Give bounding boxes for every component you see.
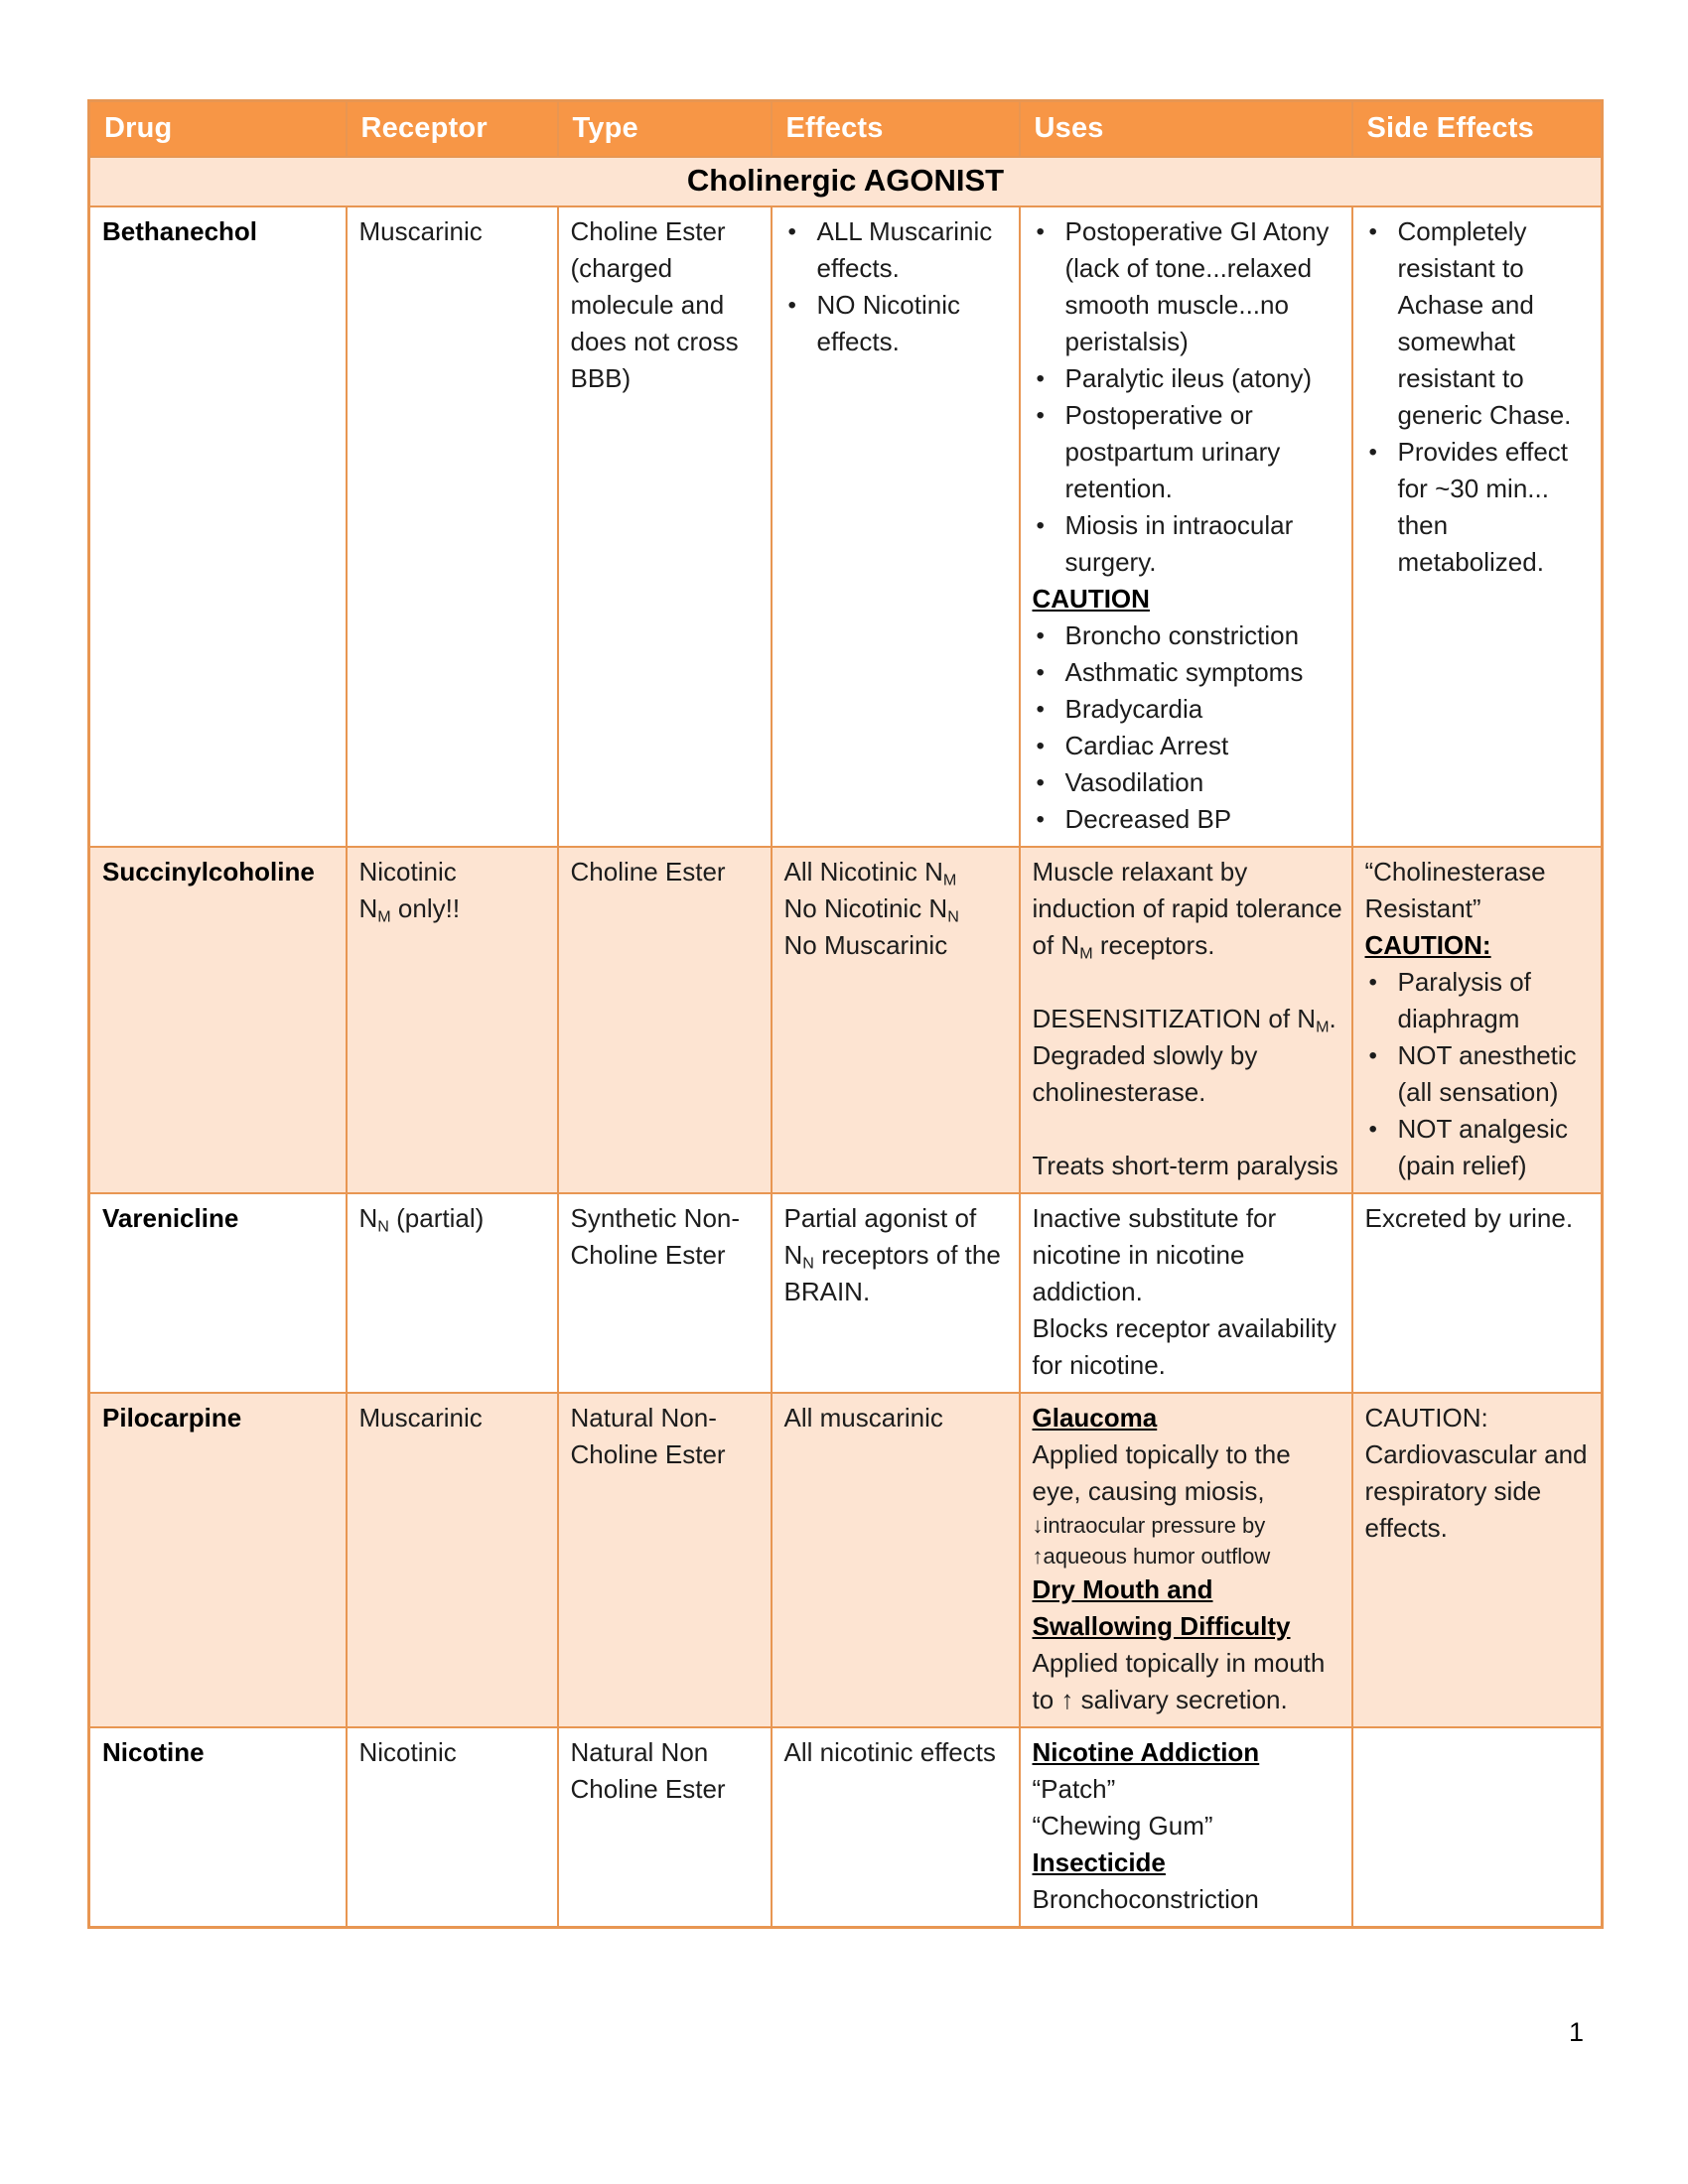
- subscript: N: [377, 1217, 389, 1235]
- bullet-marker: •: [1036, 621, 1045, 649]
- cell-pilocarpine-drug: [89, 1393, 347, 1727]
- bullet-text: ALL Muscarinic effects.: [816, 215, 993, 283]
- bullet-item: [1365, 1037, 1594, 1111]
- cell-bethanechol-receptor: [347, 206, 558, 847]
- column-header-type: Type: [558, 101, 772, 157]
- bullet-item: [1365, 213, 1594, 434]
- table-row-nicotine: [89, 1727, 1603, 1928]
- cell-nicotine-side_effects: [1352, 1727, 1603, 1928]
- text-line: Blocks receptor availability for nicotine.: [1032, 1312, 1336, 1380]
- bullet-item: [1365, 434, 1594, 581]
- cell-pilocarpine-uses: [1020, 1393, 1352, 1727]
- text-line: $N_N$ (partial): [358, 1202, 485, 1235]
- text-line: Nicotinic: [358, 856, 457, 887]
- bullet-marker: •: [1368, 1041, 1377, 1069]
- subscript: N: [947, 907, 959, 925]
- heading-line: Nicotine Addiction: [1032, 1736, 1260, 1767]
- bullet-marker: •: [1036, 732, 1045, 759]
- bullet-text: Broncho constriction: [1064, 619, 1300, 650]
- bullet-marker: •: [1036, 695, 1045, 723]
- bullet-text: Postoperative or postpartum urinary retention.: [1064, 399, 1281, 503]
- table-row-succinylcoholine: [89, 847, 1603, 1193]
- cell-pilocarpine-type: [558, 1393, 772, 1727]
- column-header-effects: Effects: [772, 101, 1020, 157]
- section-row: [89, 157, 1603, 206]
- text-line: CAUTION:: [1364, 1402, 1488, 1433]
- table-row-pilocarpine: [89, 1393, 1603, 1727]
- text-line: Natural Non-Choline Ester: [570, 1402, 726, 1469]
- bullet-item: [1033, 507, 1343, 581]
- text-line: All nicotinic effects: [783, 1736, 996, 1767]
- bullet-marker: •: [1036, 217, 1045, 245]
- bullet-text: Postoperative GI Atony (lack of tone...relaxed smooth muscle...no peristalsis): [1064, 215, 1330, 356]
- table-row-bethanechol: [89, 206, 1603, 847]
- text-line: ↓intraocular pressure by ↑aqueous humor outflow: [1032, 1512, 1271, 1569]
- bullet-marker: •: [787, 217, 796, 245]
- bullet-text: NO Nicotinic effects.: [816, 289, 960, 356]
- text-line: Nicotinic: [358, 1736, 457, 1767]
- cell-varenicline-drug: [89, 1193, 347, 1393]
- text-line: Excreted by urine.: [1364, 1202, 1574, 1233]
- bullet-item: [1033, 691, 1343, 728]
- bullet-text: NOT analgesic (pain relief): [1397, 1113, 1568, 1180]
- section-title: Cholinergic AGONIST: [89, 157, 1603, 206]
- cell-varenicline-side_effects: [1352, 1193, 1603, 1393]
- text-line: “Cholinesterase Resistant”: [1364, 856, 1546, 923]
- bullet-text: Bradycardia: [1064, 693, 1203, 724]
- bullet-item: [1033, 617, 1343, 654]
- cell-pilocarpine-receptor: [347, 1393, 558, 1727]
- text-line: All Nicotinic $N_M$: [783, 856, 957, 888]
- text-line: Synthetic Non-Choline Ester: [570, 1202, 741, 1270]
- drug-name: Bethanechol: [102, 215, 258, 246]
- bullet-marker: •: [1368, 217, 1377, 245]
- bullet-text: Vasodilation: [1064, 766, 1204, 797]
- bullet-item: [784, 213, 1011, 287]
- text-line: Applied topically in mouth to ↑ salivary secretion.: [1032, 1647, 1326, 1714]
- heading-line: Glaucoma: [1032, 1402, 1158, 1433]
- text-line: All muscarinic: [783, 1402, 943, 1433]
- text-line: $N_M$ only!!: [358, 892, 461, 925]
- text-line: Bronchoconstriction: [1032, 1883, 1259, 1914]
- cell-succinylcoholine-side_effects: [1352, 847, 1603, 1193]
- bullet-text: Asthmatic symptoms: [1064, 656, 1304, 687]
- heading-line: CAUTION:: [1364, 929, 1491, 960]
- text-line: “Chewing Gum”: [1032, 1810, 1213, 1841]
- cell-succinylcoholine-drug: [89, 847, 347, 1193]
- bullet-marker: •: [1368, 968, 1377, 996]
- cell-varenicline-receptor: [347, 1193, 558, 1393]
- cell-nicotine-receptor: [347, 1727, 558, 1928]
- bullet-marker: •: [1036, 364, 1045, 392]
- cell-succinylcoholine-uses: [1020, 847, 1352, 1193]
- cell-bethanechol-effects: [772, 206, 1020, 847]
- column-header-receptor: Receptor: [347, 101, 558, 157]
- cell-pilocarpine-side_effects: [1352, 1393, 1603, 1727]
- text-line: “Patch”: [1032, 1773, 1116, 1804]
- bullet-item: [1033, 728, 1343, 764]
- subscript: M: [1316, 1018, 1330, 1035]
- bullet-marker: •: [1368, 1115, 1377, 1143]
- bullet-marker: •: [1036, 401, 1045, 429]
- drug-name: Succinylcoholine: [102, 856, 315, 887]
- text-line: Natural Non Choline Ester: [570, 1736, 726, 1804]
- header-row: [89, 101, 1603, 157]
- bullet-item: [1033, 397, 1343, 507]
- bullet-item: [784, 287, 1011, 360]
- cell-nicotine-effects: [772, 1727, 1020, 1928]
- bullet-text: Miosis in intraocular surgery.: [1064, 509, 1294, 577]
- bullet-marker: •: [1036, 658, 1045, 686]
- subscript: N: [802, 1254, 814, 1272]
- cell-nicotine-drug: [89, 1727, 347, 1928]
- subscript: M: [377, 907, 391, 925]
- subscript: M: [1079, 944, 1093, 962]
- text-line: Cardiovascular and respiratory side effects.: [1364, 1438, 1588, 1543]
- heading-line: CAUTION: [1032, 583, 1150, 614]
- bullet-text: Provides effect for ~30 min... then metabolized.: [1397, 436, 1569, 577]
- bullet-text: Cardiac Arrest: [1064, 730, 1229, 760]
- blank-line: [1033, 1111, 1343, 1148]
- table-body: [89, 206, 1603, 1928]
- text-line: Choline Ester: [570, 856, 726, 887]
- cell-varenicline-uses: [1020, 1193, 1352, 1393]
- drug-name: Nicotine: [102, 1736, 205, 1767]
- cell-succinylcoholine-type: [558, 847, 772, 1193]
- bullet-marker: •: [1368, 438, 1377, 466]
- cell-bethanechol-side_effects: [1352, 206, 1603, 847]
- cell-bethanechol-uses: [1020, 206, 1352, 847]
- text-line: Treats short-term paralysis: [1032, 1150, 1338, 1180]
- cell-varenicline-type: [558, 1193, 772, 1393]
- bullet-item: [1033, 654, 1343, 691]
- text-line: Applied topically to the eye, causing miosis,: [1032, 1438, 1291, 1506]
- page-number: 1: [1569, 2017, 1585, 2047]
- text-line: Partial agonist of $N_N$ receptors of the BRAIN.: [783, 1202, 1001, 1306]
- cell-pilocarpine-effects: [772, 1393, 1020, 1727]
- bullet-marker: •: [1036, 511, 1045, 539]
- bullet-item: [1365, 1111, 1594, 1184]
- cholinergic-agonist-table: [87, 99, 1604, 1929]
- heading-line: Dry Mouth and Swallowing Difficulty: [1032, 1573, 1291, 1641]
- bullet-text: Paralytic ileus (atony): [1064, 362, 1313, 393]
- text-line: Muscarinic: [358, 215, 483, 246]
- bullet-item: [1033, 801, 1343, 838]
- text-line: DESENSITIZATION of $N_M$. Degraded slowly by cholinesterase.: [1032, 1003, 1336, 1107]
- cell-bethanechol-type: [558, 206, 772, 847]
- bullet-text: Paralysis of diaphragm: [1397, 966, 1531, 1033]
- drug-name: Pilocarpine: [102, 1402, 242, 1433]
- bullet-text: NOT anesthetic (all sensation): [1397, 1039, 1577, 1107]
- column-header-drug: Drug: [89, 101, 347, 157]
- bullet-item: [1365, 964, 1594, 1037]
- text-line: No Nicotinic $N_N$: [783, 892, 959, 925]
- bullet-marker: •: [1036, 805, 1045, 833]
- column-header-side_effects: Side Effects: [1352, 101, 1603, 157]
- cell-succinylcoholine-receptor: [347, 847, 558, 1193]
- subscript: M: [942, 871, 957, 888]
- table-row-varenicline: [89, 1193, 1603, 1393]
- column-header-uses: Uses: [1020, 101, 1352, 157]
- text-line: Muscle relaxant by induction of rapid tolerance of $N_M$ receptors.: [1032, 856, 1342, 962]
- cell-succinylcoholine-effects: [772, 847, 1020, 1193]
- cell-nicotine-uses: [1020, 1727, 1352, 1928]
- text-line: Muscarinic: [358, 1402, 483, 1433]
- text-line: No Muscarinic: [783, 929, 948, 960]
- bullet-item: [1033, 360, 1343, 397]
- text-line: Choline Ester (charged molecule and does not cross BBB): [570, 215, 739, 393]
- drug-name: Varenicline: [102, 1202, 239, 1233]
- bullet-item: [1033, 764, 1343, 801]
- bullet-text: Completely resistant to Achase and somewhat resistant to generic Chase.: [1397, 215, 1572, 430]
- bullet-item: [1033, 213, 1343, 360]
- heading-line: Insecticide: [1032, 1846, 1166, 1877]
- bullet-marker: •: [787, 291, 796, 319]
- cell-varenicline-effects: [772, 1193, 1020, 1393]
- bullet-marker: •: [1036, 768, 1045, 796]
- blank-line: [1033, 964, 1343, 1001]
- text-line: Inactive substitute for nicotine in nicotine addiction.: [1032, 1202, 1277, 1306]
- cell-bethanechol-drug: [89, 206, 347, 847]
- bullet-text: Decreased BP: [1064, 803, 1232, 834]
- cell-nicotine-type: [558, 1727, 772, 1928]
